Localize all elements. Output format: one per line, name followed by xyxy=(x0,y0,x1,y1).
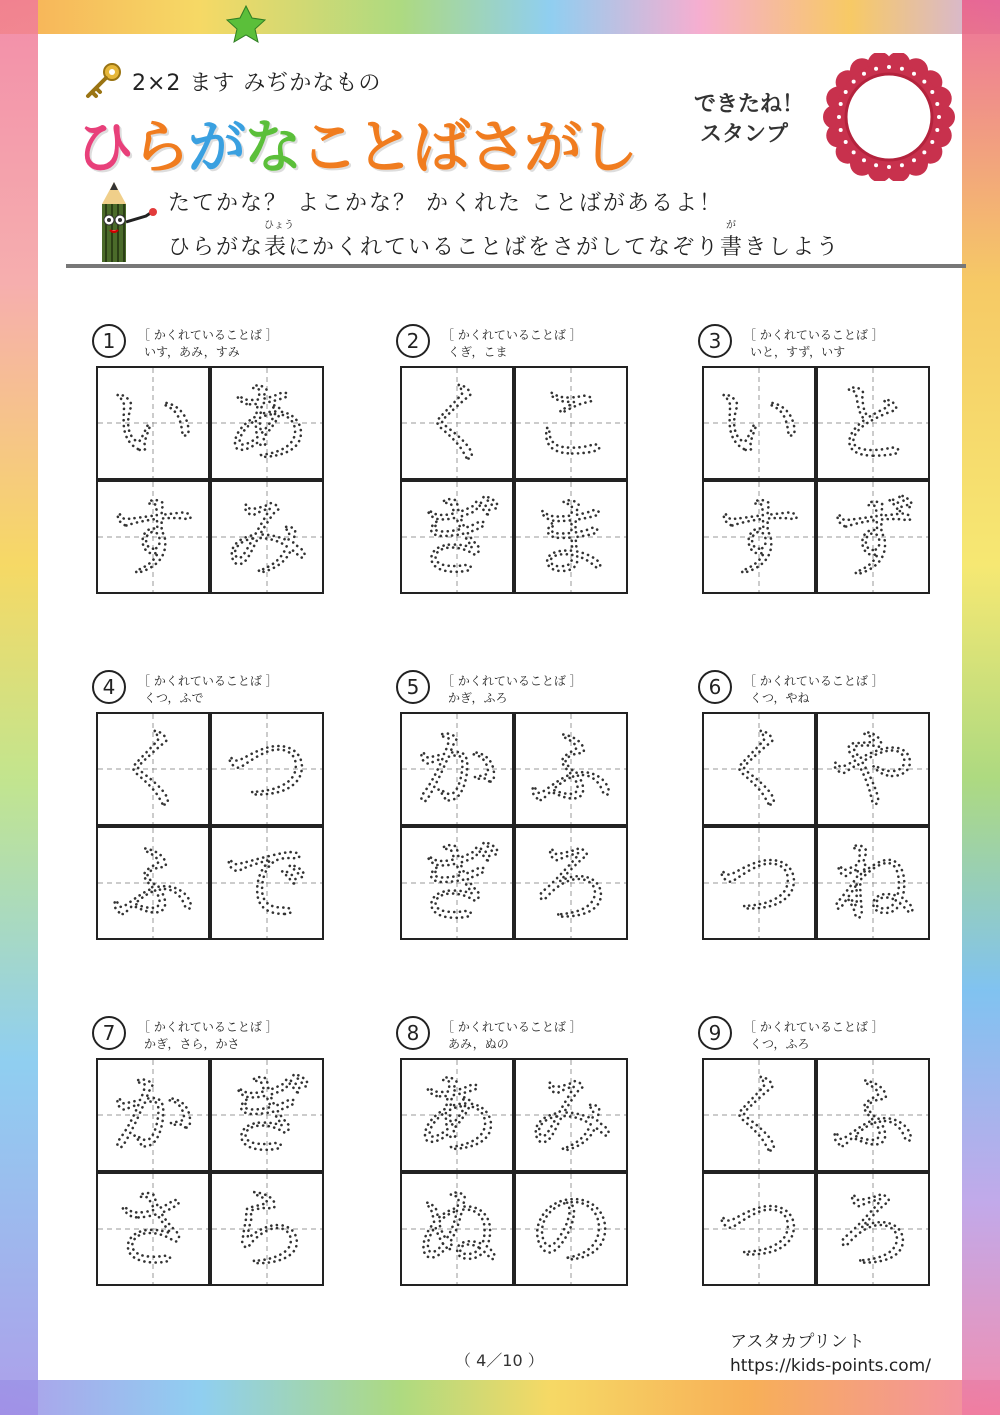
grid-cell[interactable] xyxy=(703,1059,815,1171)
title-char: な xyxy=(244,113,301,181)
puzzle-7 xyxy=(92,1016,324,1306)
grid-cell[interactable] xyxy=(97,1059,209,1171)
grid-cell[interactable] xyxy=(703,713,815,825)
dotted-trace-character: ま xyxy=(528,488,614,588)
hidden-words: かぎ，ふろ xyxy=(448,691,508,705)
hidden-words: いす，あみ，すみ xyxy=(144,345,240,359)
puzzle-number: 2 xyxy=(396,324,430,358)
grid-cell[interactable] xyxy=(97,1173,209,1285)
worksheet-subtitle: 2×2 ます みぢかなもの xyxy=(132,71,382,96)
trace-grid xyxy=(96,366,324,594)
page-number: （ 4／10 ） xyxy=(455,1351,544,1370)
dotted-trace-character: ふ xyxy=(830,1066,916,1166)
hint-label: ［ かくれていることば ］ xyxy=(138,674,278,688)
trace-grid xyxy=(400,712,628,940)
dotted-trace-character: ふ xyxy=(528,720,614,820)
kanji: 書 xyxy=(720,235,745,260)
dotted-trace-character: み xyxy=(528,1066,614,1166)
brand-name: アスタカプリント xyxy=(730,1332,865,1352)
dotted-trace-character: と xyxy=(830,374,916,474)
grid-cell[interactable] xyxy=(211,713,323,825)
trace-grid xyxy=(96,1058,324,1286)
ruby-text: ひょう xyxy=(264,220,295,231)
grid-cell[interactable] xyxy=(211,367,323,479)
dotted-trace-character: つ xyxy=(716,834,802,934)
divider xyxy=(66,264,966,268)
dotted-trace-character: ら xyxy=(224,1180,310,1280)
dotted-trace-character: く xyxy=(110,720,196,820)
trace-grid xyxy=(400,366,628,594)
stamp-label-line2: スタンプ xyxy=(700,122,789,147)
instruction-line2 xyxy=(168,220,841,261)
dotted-trace-character: の xyxy=(528,1180,614,1280)
puzzle-3 xyxy=(698,324,930,614)
puzzle-4 xyxy=(92,670,324,960)
key-icon xyxy=(80,62,124,102)
hint-label: ［ かくれていることば ］ xyxy=(442,674,582,688)
puzzle-number: 8 xyxy=(396,1016,430,1050)
grid-cell[interactable] xyxy=(211,481,323,593)
grid-cell[interactable] xyxy=(703,481,815,593)
hint-label: ［ かくれていることば ］ xyxy=(744,328,884,342)
puzzle-number: 7 xyxy=(92,1016,126,1050)
hint-label: ［ かくれていることば ］ xyxy=(138,1020,278,1034)
puzzle-number: 4 xyxy=(92,670,126,704)
dotted-trace-character: く xyxy=(716,1066,802,1166)
site-url[interactable]: https://kids-points.com/ xyxy=(730,1356,931,1376)
puzzle-9 xyxy=(698,1016,930,1306)
stamp-label xyxy=(694,90,804,150)
grid-cell[interactable] xyxy=(817,827,929,939)
grid-cell[interactable] xyxy=(401,1059,513,1171)
puzzle-number: 1 xyxy=(92,324,126,358)
grid-cell[interactable] xyxy=(515,827,627,939)
grid-cell[interactable] xyxy=(515,367,627,479)
grid-cell[interactable] xyxy=(817,1059,929,1171)
trace-grid xyxy=(96,712,324,940)
kanji: 表 xyxy=(264,235,289,260)
grid-cell[interactable] xyxy=(401,713,513,825)
dotted-trace-character: く xyxy=(414,374,500,474)
grid-cell[interactable] xyxy=(97,713,209,825)
dotted-trace-character: で xyxy=(224,834,310,934)
grid-cell[interactable] xyxy=(211,1059,323,1171)
grid-cell[interactable] xyxy=(97,481,209,593)
grid-cell[interactable] xyxy=(817,367,929,479)
dotted-trace-character: さ xyxy=(110,1180,196,1280)
puzzle-number: 6 xyxy=(698,670,732,704)
dotted-trace-character: ぎ xyxy=(414,488,500,588)
hidden-words: かぎ，さら，かさ xyxy=(144,1037,240,1051)
hidden-words: いと，すず，いす xyxy=(750,345,846,359)
dotted-trace-character: い xyxy=(716,374,802,474)
grid-cell[interactable] xyxy=(401,1173,513,1285)
hidden-words: あみ，ぬの xyxy=(448,1037,509,1051)
ruby-text: が xyxy=(726,220,737,231)
trace-grid xyxy=(702,1058,930,1286)
dotted-trace-character: か xyxy=(414,720,500,820)
dotted-trace-character: ぎ xyxy=(414,834,500,934)
dotted-trace-character: か xyxy=(110,1066,196,1166)
title-char: が xyxy=(188,113,245,181)
puzzle-number: 3 xyxy=(698,324,732,358)
kanji-with-ruby xyxy=(720,220,745,261)
dotted-trace-character: ね xyxy=(830,834,916,934)
hint-label: ［ かくれていることば ］ xyxy=(442,328,582,342)
stamp-label-line1: できたね！ xyxy=(694,92,805,117)
dotted-trace-character: ろ xyxy=(528,834,614,934)
instruction-text: きしよう xyxy=(744,235,841,260)
puzzle-6 xyxy=(698,670,930,960)
puzzle-5 xyxy=(396,670,628,960)
dotted-trace-character: す xyxy=(716,488,802,588)
dotted-trace-character: い xyxy=(110,374,196,474)
trace-grid xyxy=(702,366,930,594)
instruction-line1: たてかな？ よこかな？ かくれた ことばがあるよ！ xyxy=(168,191,723,216)
hidden-words: くぎ，こま xyxy=(448,345,508,359)
hint-label: ［ かくれていることば ］ xyxy=(138,328,278,342)
title-kotobasagashi: ことばさがし xyxy=(300,113,637,181)
puzzle-number: 9 xyxy=(698,1016,732,1050)
dotted-trace-character: す xyxy=(110,488,196,588)
grid-cell[interactable] xyxy=(211,1173,323,1285)
hidden-words: くつ，ふろ xyxy=(750,1037,810,1051)
dotted-trace-character: つ xyxy=(716,1180,802,1280)
grid-cell[interactable] xyxy=(211,827,323,939)
instruction-text: ひらがな xyxy=(168,235,265,260)
grid-cell[interactable] xyxy=(515,481,627,593)
grid-cell[interactable] xyxy=(515,1059,627,1171)
kanji-with-ruby xyxy=(264,220,295,261)
puzzle-number: 5 xyxy=(396,670,430,704)
grid-cell[interactable] xyxy=(515,1173,627,1285)
hidden-words: くつ，ふで xyxy=(144,691,204,705)
hidden-words: くつ，やね xyxy=(750,691,810,705)
pencil-mascot-icon xyxy=(82,182,162,266)
puzzle-8 xyxy=(396,1016,628,1306)
grid-cell[interactable] xyxy=(515,713,627,825)
trace-grid xyxy=(400,1058,628,1286)
title-hiragana xyxy=(76,113,300,181)
dotted-trace-character: ぎ xyxy=(224,1066,310,1166)
dotted-trace-character: こ xyxy=(528,374,614,474)
grid-cell[interactable] xyxy=(703,827,815,939)
grid-cell[interactable] xyxy=(817,481,929,593)
grid-cell[interactable] xyxy=(703,1173,815,1285)
stamp-circle xyxy=(822,53,956,181)
grid-cell[interactable] xyxy=(703,367,815,479)
dotted-trace-character: ろ xyxy=(830,1180,916,1280)
grid-cell[interactable] xyxy=(817,1173,929,1285)
dotted-trace-character: ふ xyxy=(110,834,196,934)
dotted-trace-character: や xyxy=(830,720,916,820)
grid-cell[interactable] xyxy=(401,827,513,939)
grid-cell[interactable] xyxy=(97,367,209,479)
dotted-trace-character: つ xyxy=(224,720,310,820)
trace-grid xyxy=(702,712,930,940)
grid-cell[interactable] xyxy=(401,481,513,593)
title-char: ひ xyxy=(76,113,133,181)
worksheet-title xyxy=(76,100,636,184)
grid-cell[interactable] xyxy=(97,827,209,939)
dotted-trace-character: あ xyxy=(414,1066,500,1166)
footer-brand xyxy=(730,1330,931,1378)
dotted-trace-character: ず xyxy=(830,488,916,588)
grid-cell[interactable] xyxy=(401,367,513,479)
dotted-trace-character: あ xyxy=(224,374,310,474)
dotted-trace-character: ぬ xyxy=(414,1180,500,1280)
hint-label: ［ かくれていることば ］ xyxy=(442,1020,582,1034)
grid-cell[interactable] xyxy=(817,713,929,825)
hint-label: ［ かくれていることば ］ xyxy=(744,674,884,688)
dotted-trace-character: み xyxy=(224,488,310,588)
title-char: ら xyxy=(132,113,189,181)
instruction-text: にかくれていることばをさがしてなぞり xyxy=(288,235,721,260)
puzzle-1 xyxy=(92,324,324,614)
dotted-trace-character: く xyxy=(716,720,802,820)
hint-label: ［ かくれていることば ］ xyxy=(744,1020,884,1034)
puzzle-2 xyxy=(396,324,628,614)
